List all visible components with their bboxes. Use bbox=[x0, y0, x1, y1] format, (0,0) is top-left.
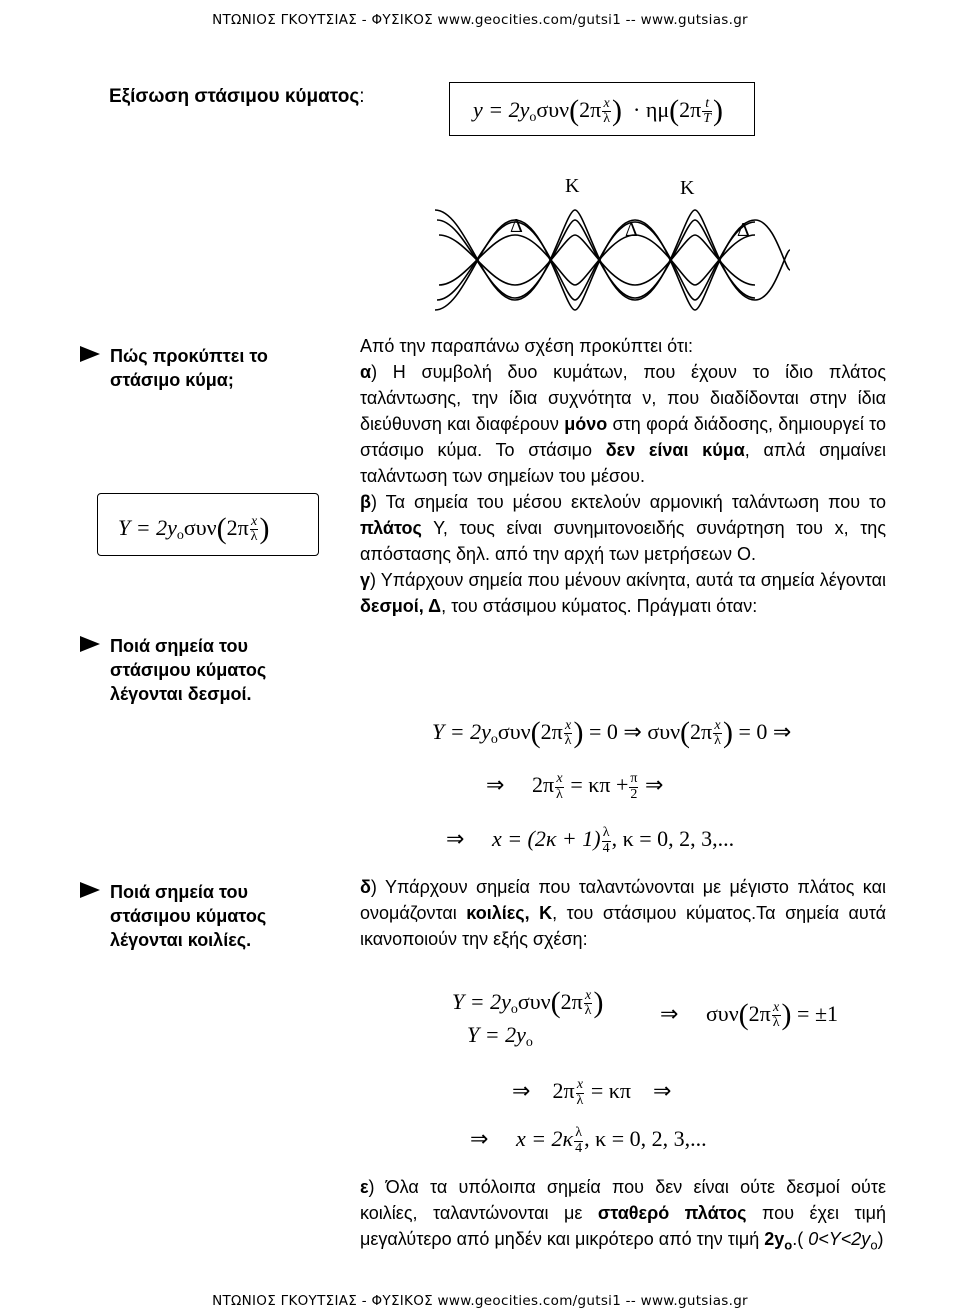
antinode-label-1: K bbox=[565, 175, 580, 197]
antinode-equation-1: $Y = 2y_o\sigma\upsilon\nu(2\pi$ $\frac{x}{\lambda}$ ) bbox=[452, 986, 604, 1019]
page-header: ΝΤΩΝΙΟΣ ΓΚΟΥΤΣΙΑΣ - ΦΥΣΙΚΟΣ www.geocities.com/gutsi1 -- www.gutsias.gr bbox=[212, 12, 748, 28]
node-equation-3: ⇒ x = (2κ + 1) $\frac{\lambda}{4}$ , κ = 0, 2, 3,... bbox=[446, 825, 735, 856]
node-equation-1: $Y = 2y_o\sigma\upsilon\nu(2\pi$ $\frac{x}{\lambda}$ ) = 0 ⇒ συν(2π $\frac{x}{\lambda}$ ) = 0 ⇒ bbox=[432, 716, 792, 749]
implies-arrow-icon: ⇒ bbox=[644, 773, 664, 799]
antinode-label-2: K bbox=[680, 177, 695, 199]
question-how-standing-wave: Πώς προκύπτει το στάσιμο κύμα; bbox=[110, 344, 310, 392]
node-label-1: Δ bbox=[510, 215, 523, 237]
title-colon: : bbox=[359, 86, 365, 107]
implies-arrow-icon: ⇒ bbox=[660, 1002, 679, 1027]
main-explanation-paragraph: Από την παραπάνω σχέση προκύπτει ότι: α) Η συμβολή δυο κυμάτων, που έχουν το ίδιο πλάτος ταλάντωσης, την ίδια συχνότητα ν, που διαδίδονται στην ίδια διεύθυνση και διαφέρουν μόνο στη φορά διάδοσης, δημιουργεί το στάσιμο κύμα. Το στάσιμο δεν είναι κύμα, απλά σημαίνει ταλάντωση των σημείων του μέσου. β) Τα σημεία του μέσου εκτελούν αρμονική ταλάντωση που το πλάτος Υ, τους είναι συνημιτονοειδής συνάρτηση του x, της απόστασης δηλ. από την αρχή των μετρήσεων Ο. γ) Υπάρχουν σημεία που μένουν ακίνητα, αυτά τα σημεία λέγονται δεσμοί, Δ, του στάσιμου κύματος. Πράγματι όταν: bbox=[360, 336, 887, 616]
node-equation-2: ⇒ 2π $\frac{x}{\lambda}$ = κπ + $\frac{\pi}{2}$ ⇒ bbox=[486, 771, 664, 802]
question-antinodes: Ποιά σημεία του στάσιμου κύματος λέγονται κοιλίες. bbox=[110, 880, 310, 952]
question-nodes: Ποιά σημεία του στάσιμου κύματος λέγονται δεσμοί. bbox=[110, 634, 310, 706]
implies-arrow-icon: ⇒ bbox=[772, 720, 792, 745]
standing-wave-diagram bbox=[425, 170, 795, 335]
antinode-equation-2: ⇒ συν(2π $\frac{x}{\lambda}$ ) = ±1 bbox=[660, 998, 839, 1031]
pointer-triangle-icon bbox=[80, 346, 100, 362]
antinode-equation-4: ⇒ 2π $\frac{x}{\lambda}$ = κπ ⇒ bbox=[512, 1077, 672, 1108]
node-label-2: Δ bbox=[625, 219, 638, 241]
title-text: Εξίσωση στάσιμου κύματος bbox=[109, 86, 360, 107]
node-label-3: Δ bbox=[737, 219, 750, 241]
main-equation: $y = 2y_o\sigma\upsilon\nu(2\pi$ $\frac{x}{\lambda}$ ) · ημ(2π $\frac{t}{T}$ ) bbox=[473, 94, 724, 127]
other-points-paragraph: ε) Όλα τα υπόλοιπα σημεία που δεν είναι ούτε δεσμοί ούτε κοιλίες, ταλαντώνονται με σταθερό πλάτος που έχει τιμή μεγαλύτερο από μηδέν και μικρότερο από την τιμή $2y_o$.( $0<Y<2y_o$) bbox=[360, 1177, 886, 1253]
implies-arrow-icon: ⇒ bbox=[512, 1079, 531, 1105]
implies-arrow-icon: ⇒ bbox=[446, 827, 465, 853]
amplitude-equation: $Y = 2y_o\sigma\upsilon\nu(2\pi$ $\frac{x}{\lambda}$ ) bbox=[118, 512, 270, 545]
pointer-triangle-icon bbox=[80, 636, 100, 652]
implies-arrow-icon: ⇒ bbox=[470, 1127, 489, 1153]
antinode-paragraph: δ) Υπάρχουν σημεία που ταλαντώνονται με μέγιστο πλάτος και ονομάζονται κοιλίες, Κ, του στάσιμου κύματος.Τα σημεία αυτά ικανοποιούν την εξής σχέση: bbox=[360, 877, 886, 949]
antinode-equation-5: ⇒ x = 2κ $\frac{\lambda}{4}$ , κ = 0, 2, 3,... bbox=[470, 1125, 707, 1156]
antinode-equation-3: $Y = 2y_o$ bbox=[467, 1022, 533, 1050]
implies-arrow-icon: ⇒ bbox=[486, 773, 505, 799]
page-footer: ΝΤΩΝΙΟΣ ΓΚΟΥΤΣΙΑΣ - ΦΥΣΙΚΟΣ www.geocities.com/gutsi1 -- www.gutsias.gr bbox=[212, 1293, 748, 1309]
implies-arrow-icon: ⇒ bbox=[652, 1079, 672, 1105]
page-title bbox=[109, 86, 365, 108]
implies-arrow-icon: ⇒ bbox=[623, 720, 642, 745]
pointer-triangle-icon bbox=[80, 882, 100, 898]
